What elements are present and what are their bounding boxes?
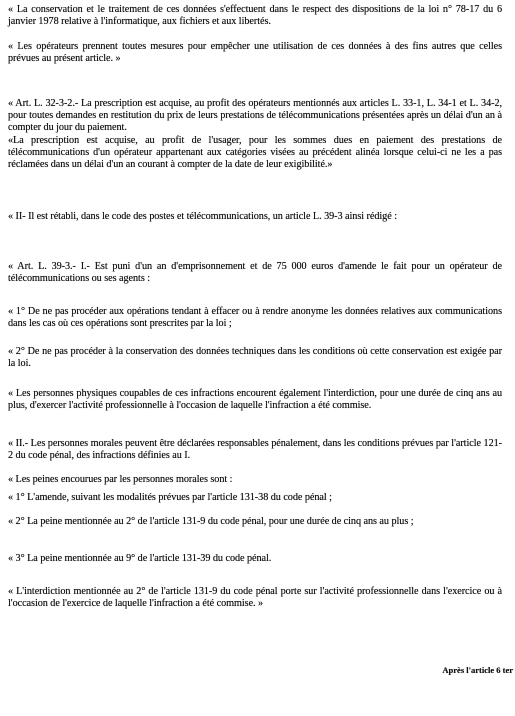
footer-note: Après l'article 6 ter	[442, 665, 513, 675]
paragraph-prescription-usager: «La prescription est acquise, au profit de l'usager, pour les sommes dues en paiement des prestations de télécommunications d'un opérateur appartenant aux catégories visées au précédent alinéa lorsque celui-ci ne les a pas réclamées dans un délai d'un an courant à compter de la date de leur exigibilité.»	[8, 135, 502, 171]
paragraph-data-protection: « La conservation et le traitement de ces données s'effectuent dans le respect des dispositions de la loi n° 78-17 du 6 janvier 1978 relative à l'informatique, aux fichiers et aux libertés.	[8, 4, 502, 28]
paragraph-section-ii: « II- Il est rétabli, dans le code des postes et télécommunications, un article L. 39-3 ainsi rédigé :	[8, 211, 397, 222]
paragraph-interdiction: « L'interdiction mentionnée au 2° de l'article 131-9 du code pénal porte sur l'activité professionnelle dans l'exercice ou à l'occasion de l'exercice de laquelle l'infraction a été commise. »	[8, 586, 502, 610]
paragraph-peine-1-amende: « 1° L'amende, suivant les modalités prévues par l'article 131-38 du code pénal ;	[8, 492, 332, 503]
paragraph-item-1-effacer: « 1° De ne pas procéder aux opérations tendant à effacer ou à rendre anonyme les données relatives aux communications dans les cas où ces opérations sont prescrites par la loi ;	[8, 306, 502, 330]
paragraph-peine-2: « 2° La peine mentionnée au 2° de l'article 131-9 du code pénal, pour une durée de cinq ans au plus ;	[8, 516, 414, 527]
paragraph-item-2-conservation: « 2° De ne pas procéder à la conservation des données techniques dans les conditions où cette conservation est exigée par la loi.	[8, 346, 502, 370]
paragraph-art-l32-3-2: « Art. L. 32-3-2.- La prescription est acquise, au profit des opérateurs mentionnés aux articles L. 33-1, L. 34-1 et L. 34-2, pour toutes demandes en restitution du prix de leurs prestations de télécommunications présentées après un délai d'un an à compter du jour du paiement.	[8, 98, 502, 134]
paragraph-peine-3: « 3° La peine mentionnée au 9° de l'article 131-39 du code pénal.	[8, 553, 272, 564]
paragraph-personnes-physiques: « Les personnes physiques coupables de ces infractions encourent également l'interdiction, pour une durée de cinq ans au plus, d'exercer l'activité professionnelle à l'occasion de laquelle l'infraction a été commise.	[8, 388, 502, 412]
paragraph-peines-encourues: « Les peines encourues par les personnes morales sont :	[8, 474, 233, 485]
paragraph-operator-measures: « Les opérateurs prennent toutes mesures pour empêcher une utilisation de ces données à des fins autres que celles prévues au présent article. »	[8, 41, 502, 65]
paragraph-personnes-morales: « II.- Les personnes morales peuvent être déclarées responsables pénalement, dans les conditions prévues par l'article 121-2 du code pénal, des infractions définies au I.	[8, 438, 502, 462]
paragraph-art-l39-3: « Art. L. 39-3.- I.- Est puni d'un an d'emprisonnement et de 75 000 euros d'amende le fait pour un opérateur de télécommunications ou ses agents :	[8, 261, 502, 285]
